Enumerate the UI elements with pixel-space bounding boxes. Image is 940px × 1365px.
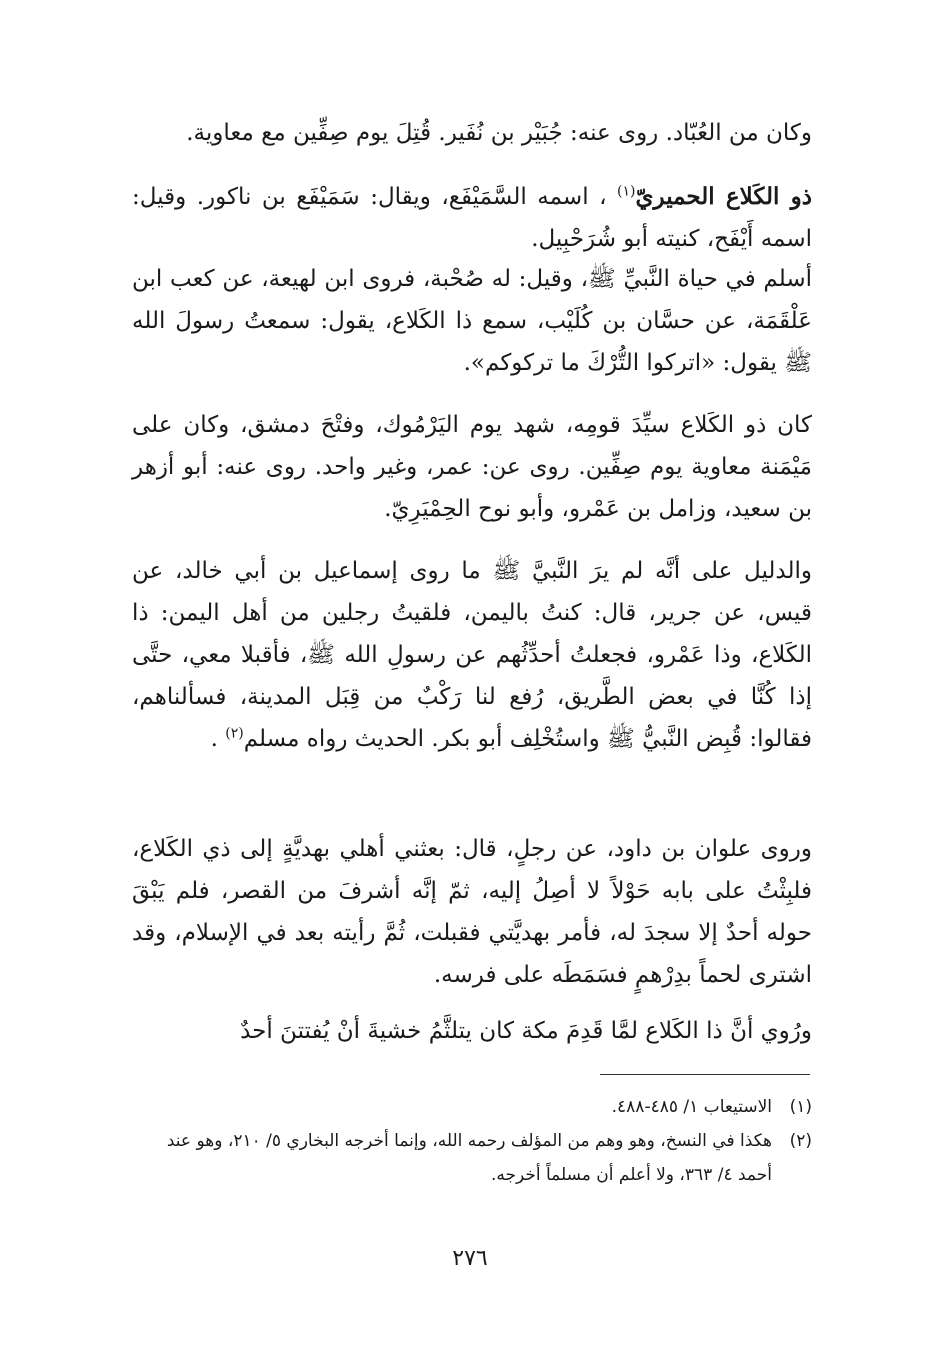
footnote-item xyxy=(132,1124,812,1192)
paragraph-continued: ورُوي أنَّ ذا الكَلاع لمَّا قَدِمَ مكة كان يتلثَّمُ خشيةَ أنْ يُفتتنَ أحدٌ xyxy=(240,1018,812,1044)
entry-name: ذو الكَلاع الحميريّ xyxy=(635,183,812,210)
paragraph-entry-heading xyxy=(132,176,812,260)
footnote-number: (١) xyxy=(789,1097,812,1117)
evidence-end: . xyxy=(210,726,226,752)
footnote-item xyxy=(132,1090,812,1124)
paragraph-biography: كان ذو الكَلاع سيِّدَ قومِه، شهد يوم اليَرْمُوك، وفتْحَ دمشق، وكان على مَيْمَنة معاوية يوم صِفِّين. روى عن: عمر، وغير واحد. روى عنه: أبو أزهر بن سعيد، وزامل بن عَمْرو، وأبو نوح الحِمْيَرِيّ. xyxy=(132,412,812,522)
paragraph-islam: أسلم في حياة النَّبيِّ ﷺ، وقيل: له صُحْبة، فروى ابن لهيعة، عن كعب ابن عَلْقَمَة، عن حسَّان بن كُلَيْب، سمع ذا الكَلاع، يقول: سمعتُ رسولَ الله ﷺ يقول: «اتركوا التُّرْكَ ما تركوكم». xyxy=(132,266,812,376)
footnote-text: الاستيعاب ١/ ٤٨٥-٤٨٨. xyxy=(611,1097,772,1117)
footnote-divider xyxy=(600,1074,810,1075)
entry-name-details: ، اسمه السَّمَيْفَع، ويقال: سَمَيْفَع بن ناكور. وقيل: اسمه أَيْفَح، كنيته أبو شُرَحْبِيل. xyxy=(132,184,812,252)
footnotes xyxy=(132,1090,812,1192)
footnote-number: (٢) xyxy=(789,1131,812,1151)
page-number: ٢٧٦ xyxy=(452,1246,488,1271)
evidence-text: والدليل على أنَّه لم يرَ النَّبيَّ ﷺ ما روى إسماعيل بن أبي خالد، عن قيس، عن جرير، قال: كنتُ باليمن، فلقيتُ رجلين من أهل اليمن: ذا الكَلاع، وذا عَمْرو، فجعلتُ أحدِّثُهم عن رسولِ الله ﷺ، فأقبلا معي، حتَّى إذا كُنَّا في بعض الطَّريق، رُفع لنا رَكْبٌ من قِبَل المدينة، فسألناهم، فقالوا: قُبِض النَّبيُّ ﷺ واستُخْلِف أبو بكر. الحديث رواه مسلم xyxy=(132,558,812,752)
paragraph-intro: وكان من العُبّاد. روى عنه: جُبَيْر بن نُفَير. قُتِلَ يوم صِفِّين مع معاوية. xyxy=(186,120,812,146)
footnote-ref-1: (١) xyxy=(617,183,636,200)
footnote-text: هكذا في النسخ، وهو وهم من المؤلف رحمه الله، وإنما أخرجه البخاري ٥/ ٢١٠، وهو عند أحمد ٤/ ٣٦٣، ولا أعلم أن مسلماً أخرجه. xyxy=(166,1131,772,1185)
paragraph-narration: وروى علوان بن داود، عن رجلٍ، قال: بعثني أهلي بهديَّةٍ إلى ذي الكَلاع، فلبِثْتُ على بابه حَوْلاً لا أصِلُ إليه، ثمّ إنَّه أشرفَ من القصر، فلم يَبْقَ حوله أحدٌ إلا سجدَ له، فأمر بهديَّتي فقبلت، ثُمَّ رأيته بعد في الإسلام، وقد اشترى لحماً بدِرْهمٍ فسَمَطَه على فرسه. xyxy=(132,836,812,988)
paragraph-evidence xyxy=(132,550,812,760)
footnote-ref-2: (٢) xyxy=(225,725,244,742)
